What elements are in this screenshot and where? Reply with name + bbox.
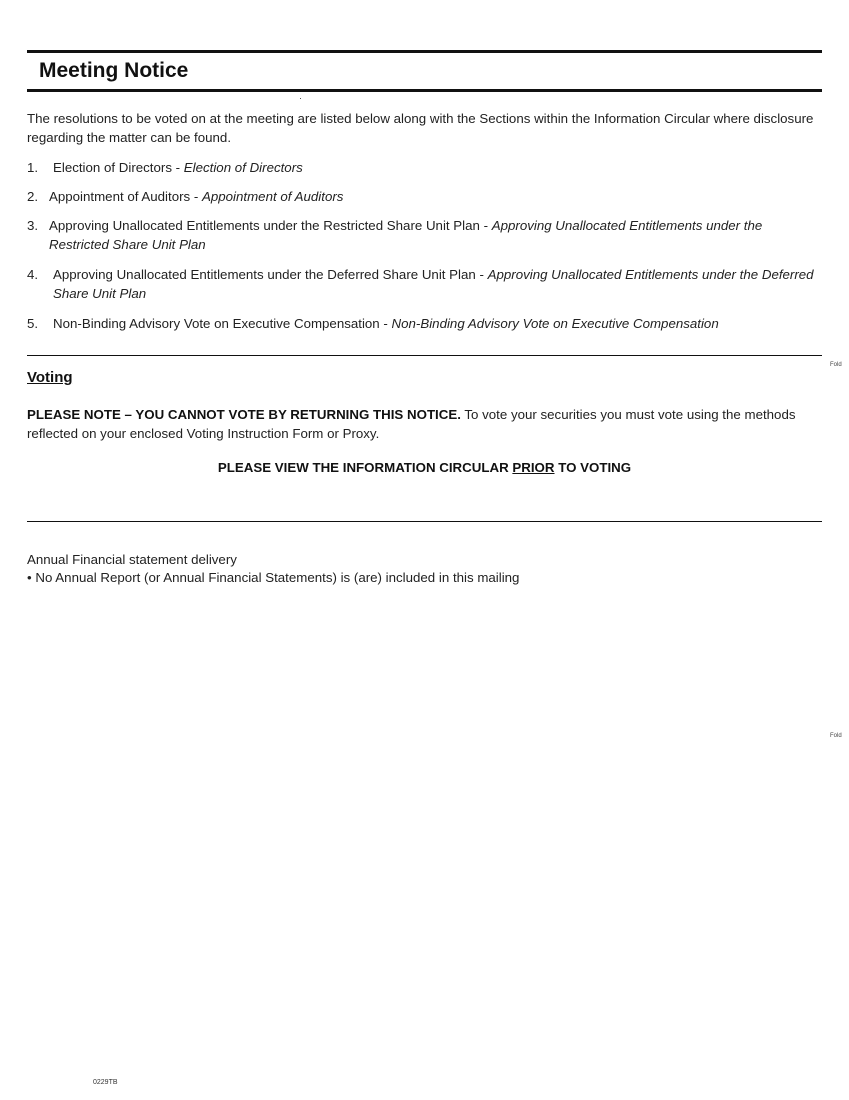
resolution-item bbox=[27, 216, 817, 254]
resolution-label: Non-Binding Advisory Vote on Executive Compensation - bbox=[53, 316, 392, 331]
resolution-item bbox=[27, 265, 817, 303]
resolution-section: Non-Binding Advisory Vote on Executive Compensation bbox=[391, 316, 719, 331]
top-rule bbox=[27, 50, 822, 53]
view-circular-pre: PLEASE VIEW THE INFORMATION CIRCULAR bbox=[217, 460, 513, 475]
voting-note-text: To vote your securities you must vote using the methods reflected on your enclosed Voting Instruction Form or Proxy. bbox=[27, 407, 796, 441]
voting-heading: Voting bbox=[27, 369, 73, 386]
resolution-label: Election of Directors - bbox=[53, 160, 184, 175]
resolution-section: Approving Unallocated Entitlements under the Deferred Share Unit Plan bbox=[53, 267, 814, 301]
resolution-number: 5. bbox=[27, 316, 39, 331]
voting-note-bold: PLEASE NOTE – YOU CANNOT VOTE BY RETURNING THIS NOTICE. bbox=[27, 407, 461, 422]
fold-mark: Fold bbox=[830, 362, 842, 368]
resolution-label: Approving Unallocated Entitlements under the Deferred Share Unit Plan - bbox=[53, 267, 488, 282]
resolution-item bbox=[27, 314, 817, 333]
resolution-number: 2. bbox=[27, 189, 39, 204]
footer-code: 0229TB bbox=[93, 1079, 118, 1086]
title-underline bbox=[27, 89, 822, 92]
resolution-label: Approving Unallocated Entitlements under the Restricted Share Unit Plan - bbox=[49, 218, 492, 233]
fold-mark: Fold bbox=[830, 733, 842, 739]
view-circular-post: TO VOTING bbox=[554, 460, 632, 475]
resolution-label: Appointment of Auditors - bbox=[49, 189, 202, 204]
page-title: Meeting Notice bbox=[39, 59, 189, 82]
resolution-section: Election of Directors bbox=[183, 160, 303, 175]
resolution-item bbox=[27, 158, 817, 177]
intro-paragraph: The resolutions to be voted on at the meeting are listed below along with the Sections within the Information Circular where disclosure regarding the matter can be found. bbox=[27, 111, 814, 145]
resolution-item bbox=[27, 187, 817, 206]
delivery-heading: Annual Financial statement delivery bbox=[27, 552, 237, 567]
resolution-section: Appointment of Auditors bbox=[202, 189, 344, 204]
delivery-bullet: • No Annual Report (or Annual Financial Statements) is (are) included in this mailing bbox=[27, 570, 520, 585]
resolution-number: 3. bbox=[27, 218, 39, 233]
resolution-number: 4. bbox=[27, 267, 39, 282]
voting-note bbox=[27, 405, 817, 443]
section-divider bbox=[27, 355, 822, 356]
view-circular-notice bbox=[27, 460, 822, 475]
resolution-number: 1. bbox=[27, 160, 39, 175]
stray-dot bbox=[300, 98, 301, 99]
financial-delivery bbox=[27, 551, 817, 587]
section-divider bbox=[27, 521, 822, 522]
resolution-section: Approving Unallocated Entitlements under the Restricted Share Unit Plan bbox=[49, 218, 763, 252]
view-circular-prior: PRIOR bbox=[512, 460, 555, 475]
